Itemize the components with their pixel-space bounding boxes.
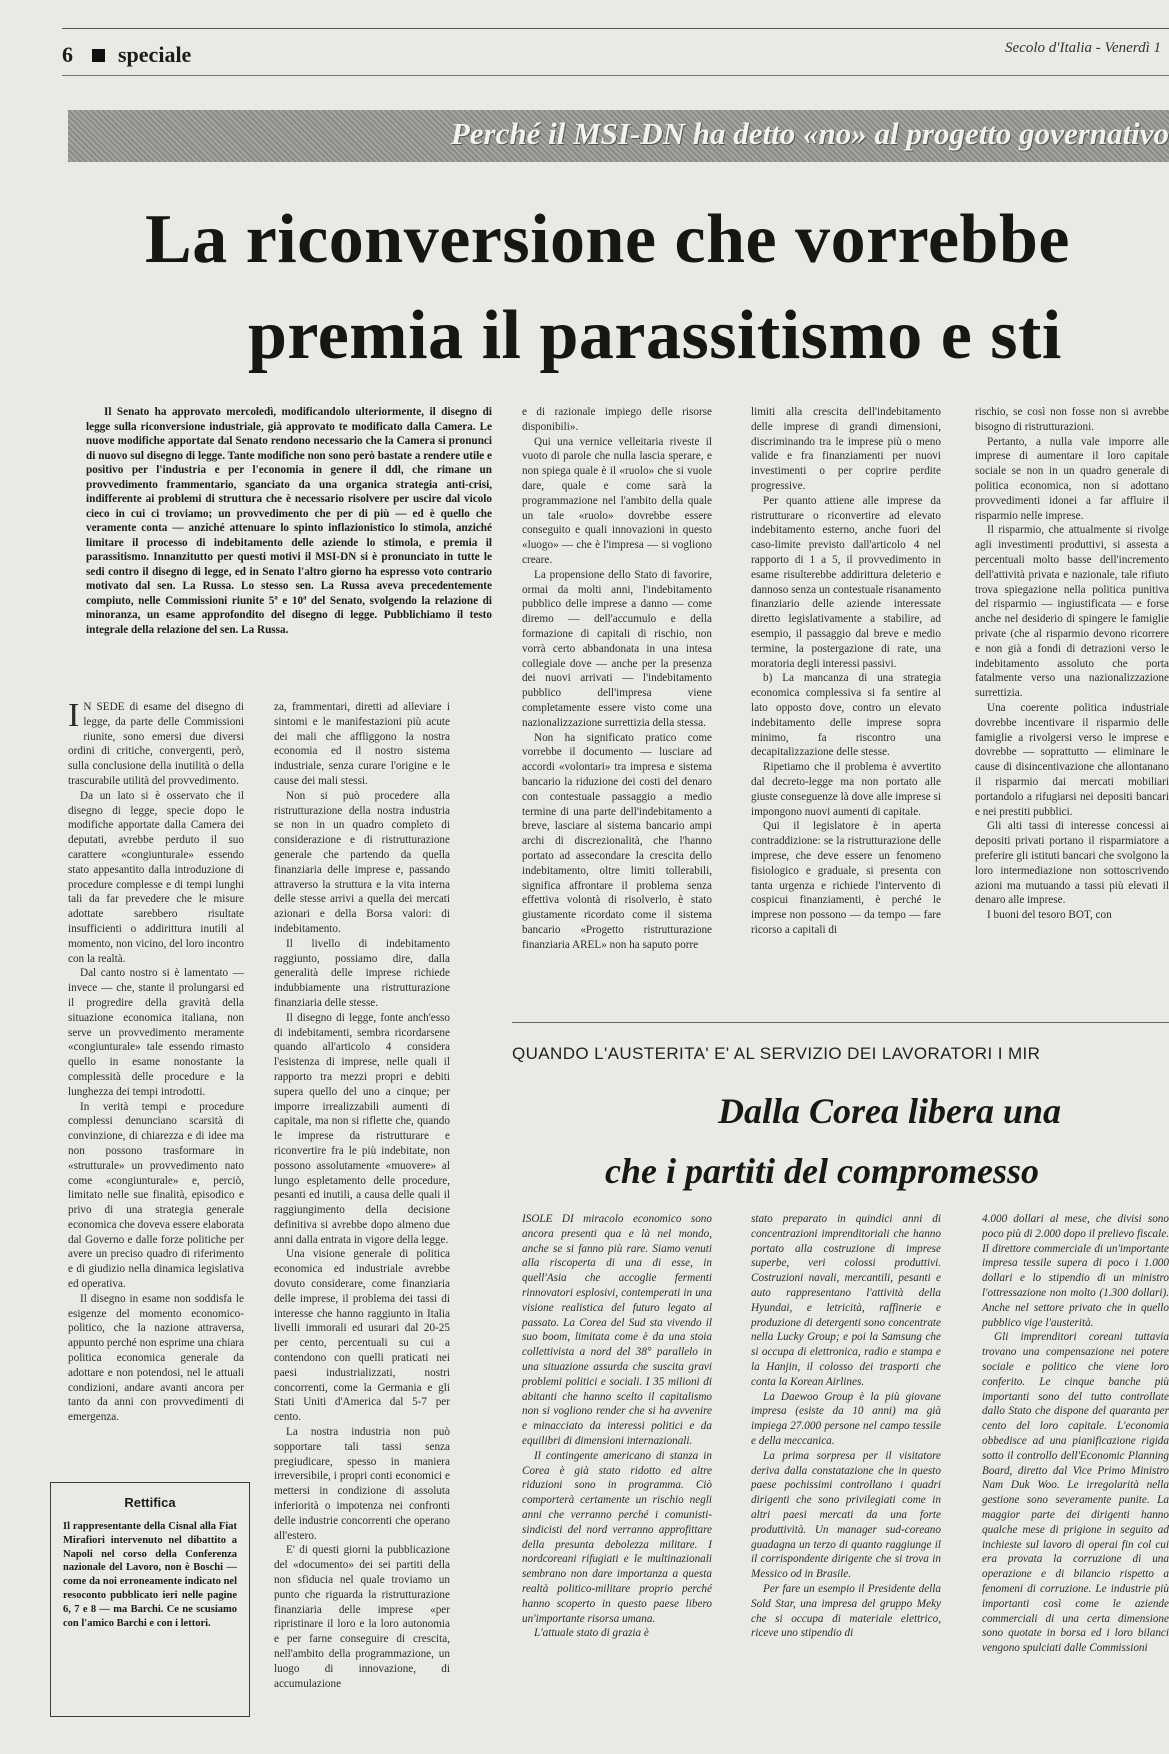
column-paragraph: ISOLE DI miracolo economico sono ancora presenti qua e là nel mondo, anche se si fanno più rare. Siamo venuti alla riscoperta di una di esse, in quell'Asia che accoglie fermenti rinnovatori esplosivi, contemperati in una visione realistica del futuro legato al passato. La Corea del Sud sta vivendo il suo boom, limitata come è da una stoia collettivista a nord del 38° parallelo in una situazione assurda che suscita gravi problemi politici e sociali. I 35 milioni di abitanti che hanno scelto il capitalismo non si vogliono render che si ha avvenire e minacciato da interessi politici e da equilibri di dimensioni internazionali. — [522, 1213, 712, 1447]
column-paragraph: Il livello di indebitamento raggiunto, possiamo dire, dalla generalità delle imprese richiede indubbiamente una ristrutturazione finanziaria delle stesse. — [274, 937, 450, 1009]
article-2-headline-line-2: che i partiti del compromesso — [605, 1151, 1039, 1191]
kicker-text: Perché il MSI-DN ha detto «no» al progetto governativo — [450, 116, 1169, 151]
column-paragraph: La prima sorpresa per il visitatore deriva dalla constatazione che in questo paese pochissimi controllano i quadri dirigenti che sono privilegiati come in altri paesi mercati da una forte produttività. Un manager sud-coreano guadagna un terzo di quanto raggiunge il il corrispondente dirigente che si trova in Messico od in Brasile. — [751, 1449, 941, 1581]
header-bottom-rule — [62, 75, 1169, 76]
column-paragraph: Non si può procedere alla ristrutturazione della nostra industria se non in un quadro completo di considerazione e di ristrutturazione generale che partendo da quella finanziaria delle imprese e, passando attraverso la struttura e la vita interna delle stesse arrivi a quella dei mercati azionari e della Borsa valori: di indebitamento. — [274, 789, 450, 935]
column-paragraph: La Daewoo Group è la più giovane impresa (esiste da 10 anni) ma già impiega 27.000 persone nel campo tessile e della meccanica. — [751, 1390, 941, 1447]
section-name: speciale — [118, 42, 192, 67]
page-number: 6 — [62, 42, 73, 67]
column-paragraph: Ripetiamo che il problema è avvertito dal decreto-legge ma non portato alle giuste conseguenze là dove alle imprese si impongono nuovi aumenti di capitale. — [751, 761, 941, 818]
column-paragraph: rischio, se così non fosse non si avrebbe bisogno di ristrutturazioni. — [975, 406, 1169, 433]
column-paragraph: Qui il legislatore è in aperta contraddizione: se la ristrutturazione delle imprese, che deve essere un fenomeno fisiologico e graduale, si presenta con tanta urgenza e richiede l'intervento di cospicui finanziamenti, è perché le imprese non possono — da tempo — fare ricorso a capitali di — [751, 820, 941, 936]
body-column-5 — [975, 405, 1169, 995]
article-2-column-3 — [982, 1212, 1169, 1754]
column-paragraph: In verità tempi e procedure complessi denunciano scarsità di convinzione, di chiarezza e di idee ma non possono trasformare in «strutturale» un provvedimento nato come «congiunturale» e, perciò, limitato nelle sue finalità, episodico e privo di una strategia generale economica che doveva essere elaborata dal Governo e dalle forze politiche per avere un preciso quadro di riferimento e di giudizio nella dinamica legislativa ed operativa. — [68, 1100, 244, 1291]
column-paragraph: Gli imprenditori coreani tuttavia trovano una compensazione nei potere sociale e politico che viene loro conferito. Le cinque banche più importanti sono del tutto controllate dallo Stato che dispone del quaranta per cento del loro capitale. L'economia obbedisce ad una pianificazione rigida sotto il controllo dell'Economic Planning Board, diretto dal Vice Primo Ministro Nam Duk Woo. Le irregolarità nella gestione sono severamente punite. La maggior parte dei dirigenti hanno qualche mese di prigione in seguito ad inchieste sul lavoro di operai fin col cui era provata la corruzione di una operazione e di bilancio rispetto a fenomeni di corruzione. Le industrie più importanti così come le aziende commerciali di una certa dimensione sono quotate in borsa ed i loro bilanci vengono spulciati dalle Commissioni — [982, 1331, 1169, 1655]
column-paragraph: Pertanto, a nulla vale imporre alle imprese di aumentare il loro capitale sociale se non in un quadro generale di politica economica, non si adottano provvedimenti idonei a far affluire il risparmio nelle imprese. — [975, 435, 1169, 522]
rettifica-body: Il rappresentante della Cisnal alla Fiat Mirafiori intervenuto nel dibattito a Napoli nel corso della Conferenza nazionale del Lavoro, non è Boschi — come da noi erroneamente indicato nel resoconto pubblicato ieri nelle pagine 6, 7 e 8 — ma Barchi. Ce ne scusiamo con l'amico Barchi e con i lettori. — [63, 1521, 237, 1629]
column-paragraph: Il risparmio, che attualmente si rivolge agli investimenti produttivi, si assesta a percentuali molto basse dell'incremento dell'attività privata e nazionale, tale rifiuto trova spiegazione nella politica punitiva del risparmio — ingiustificata — e forse anche nel desiderio di spingere le famiglie private (che al risparmio devono ricorrere e non già a fondi di detrazioni verso le indebitamento assoluto che porta fatalmente verso una nazionalizzazione surrettizia. — [975, 524, 1169, 700]
column-paragraph: Qui una vernice velleitaria riveste il vuoto di parole che nulla lascia sperare, e non spiega quale è il «ruolo» che si vuole dare, quale e come sarà la programmazione nel l'ambito della quale un tale «ruolo» dovrebbe essere conseguito e quali innovazioni in questo «luogo» — che è l'impresa — si vogliono creare. — [522, 435, 712, 566]
column-paragraph: stato preparato in quindici anni di concentrazioni imprenditoriali che hanno portato alla costruzione di imprese superbe, veri colossi produttivi. Costruzioni navali, mercantili, pesanti e auto rappresentano l'attività della Hyundai, e letricità, raffinerie e produzione di detergenti sono concentrate nella Lucky Group; e poi la Samsung che si occupa di elettronica, radio e stampa e la Hanjin, il colosso dei trasporti che conta la Korean Airlines. — [751, 1213, 941, 1388]
column-paragraph: I buoni del tesoro BOT, con — [987, 909, 1112, 922]
body-column-2 — [274, 700, 450, 1690]
masthead-date: Secolo d'Italia - Venerdì 1 — [1005, 40, 1161, 56]
article-2-column-2 — [751, 1212, 941, 1754]
column-paragraph: La propensione dello Stato di favorire, ormai da molti anni, l'indebitamento pubblico delle imprese a danno — come diremo — dell'accumulo e della formazione di capitali di rischio, non vorrà certo abbandonata in una intesa collegiale dove — anche per la presenza dei nuovi arrivati — l'indebitamento pubblico dell'impresa viene completamente essere visto come una nazionalizzazione surrettizia della stessa. — [522, 568, 712, 729]
article-2-column-1 — [522, 1212, 712, 1754]
column-paragraph: Il contingente americano di stanza in Corea è già stato ridotto ed altre riduzioni sono in programma. Ciò comporterà certamente un rischio negli anni che verranno perché i comunisti-sindicisti del nord verranno approfittare della presunta debolezza militare. I nordcoreani rifugiati e le multinazionali sembrano non dare importanza a questa realtà politico-militare proprio perché hanno scoperto in questo paese libero un'importante risorsa umana. — [522, 1449, 712, 1625]
body-column-4 — [751, 405, 941, 995]
column-paragraph: Il disegno in esame non soddisfa le esigenze del momento economico-politico, che la nazione attraversa, appunto perché non esprime una chiara politica economica generale da adottare e non potendosi, nel le attuali condizioni, andare avanti ancora per tanto da anni con provvedimenti di emergenza. — [68, 1292, 244, 1424]
article-intro: Il Senato ha approvato mercoledì, modificandolo ulteriormente, il disegno di legge sulla riconversione industriale, già approvato te modificato dalla Camera. Le nuove modifiche apportate dal Senato rendono necessario che la Camera si pronunci di nuovo sul disegno di legge. Tante modifiche non sono però bastate a rendere utile e positivo per l'industria e per l'economia in genere il ddl, che rimane un provvedimento frammentario, sganciato da una organica strategia anti-crisi, indifferente ai problemi di struttura che è necessario risolvere per uscire dal vicolo cieco in cui ci troviamo; un provvedimento che per di più — ed è quello che veramente conta — anziché attenuare lo spinto inflazionistico lo stimola, anziché limitare il processo di indebitamento delle aziende lo stimola, e premia il parassitismo. Innanzitutto per questi motivi il MSI-DN si è pronunciato in tutte le sedi contro il disegno di legge, ed in Senato l'altro giorno ha espresso voto contrario motivato dal sen. La Russa. Lo stesso sen. La Russa aveva precedentemente compiuto, nelle Commissioni riunite 5ª e 10ª del Senato, svolgendo la relazione di minoranza, un esame approfondito del disegno di legge. Pubblichiamo il testo integrale della relazione del sen. La Russa. — [86, 406, 492, 636]
kicker-band — [68, 110, 1169, 162]
column-paragraph: limiti alla crescita dell'indebitamento delle imprese di grandi dimensioni, discriminando tra le imprese più o meno valide e fra finanziamenti per nuovi investimenti o per coprire perdite progressive. — [751, 406, 941, 492]
column-paragraph: b) La mancanza di una strategia economica complessiva si fa sentire al lato opposto dove, contro un elevato indebitamento delle imprese sopra minimo, fa riscontro una decapitalizzazione delle stesse. — [751, 672, 941, 759]
column-paragraph: Non ha significato pratico come vorrebbe il documento — lusciare ad accordi «volontari» tra impresa e sistema bancario la riduzione dei costi del denaro con contestuale passaggio a medio termine di una parte dell'indebitamento a breve, lasciare al sistema bancario ampi archi di discrezionalità, che l'hanno portato ad assecondare la crescita dello indebitamento, oltre limiti tollerabili, significa affrontare il problema senza effettiva volontà di risolverlo, è stato giustamente ricordato come il sistema bancario «Progetto ristrutturazione finanziaria AREL» non ha saputo porre — [522, 731, 712, 951]
square-bullet-icon — [92, 49, 105, 62]
column-paragraph: Per fare un esempio il Presidente della Sold Star, una impresa del gruppo Meky che si occupa di materiale elettrico, riceve uno stipendio di — [751, 1582, 941, 1640]
column-paragraph: Il disegno di legge, fonte anch'esso di indebitamenti, sembra ricordarsene quando all'articolo 4 considera l'esistenza di imprese, nelle quali il rapporto tra mezzi propri e debiti supera quello del uno a cinque; per imporre irrealizzabili aumenti di capitale, ma non si riflette che, quando le imprese da ristrutturare e riconvertire fra le più indebitate, non possono assolutamente «muovere» al lungo espletamento delle procedure, pesanti ed inutili, a causa delle quali il raggiungimento della decisione definitiva si avrebbe dopo almeno due anni dalla entrata in vigore della legge. — [274, 1011, 450, 1246]
column-paragraph: Una coerente politica industriale dovrebbe incentivare il risparmio delle famiglie a rivolgersi verso le imprese e dovrebbe — soprattutto — eliminare le cause di disincentivazione che allontanano il risparmio dai mercati mobiliari portandolo a rifugiarsi nei depositi bancari e nei prestiti pubblici. — [975, 701, 1169, 818]
article-2-kicker: QUANDO L'AUSTERITA' E' AL SERVIZIO DEI LAVORATORI I MIR — [512, 1044, 1041, 1063]
column-paragraph: 4.000 dollari al mese, che divisi sono poco più di 2.000 dopo il prelievo fiscale. Il direttore commerciale di un'importante impresa tessile supera di poco i 1.000 dollari e lo stipendio di un ministro l'ottressazione non molto (1.300 dollari). Anche nel settore privato che in quello pubblico vige l'austerità. — [982, 1213, 1169, 1329]
column-paragraph: I N SEDE di esame del disegno di legge, da parte delle Commissioni riunite, sono emersi due diversi ordini di critiche, convergenti, però, sulla conclusione della inutilità o della trascurabile utilità del provvedimento. — [68, 697, 245, 787]
headline-line-2: premia il parassitismo e sti — [248, 297, 1062, 374]
body-column-3 — [522, 405, 712, 995]
rettifica-box — [50, 1482, 250, 1717]
rettifica-title: Rettifica — [124, 1495, 176, 1510]
column-paragraph: L'attuale stato di grazia è — [534, 1627, 649, 1640]
column-paragraph: za, frammentari, diretti ad alleviare i sintomi e le manifestazioni più acute dei mali che affliggono la nostra economia ed il nostro sistema industriale, senza curare l'origine e le cause dei mali stessi. — [274, 701, 450, 787]
body-column-1 — [68, 697, 245, 1480]
column-paragraph: E' di questi giorni la pubblicazione del «documento» dei sei partiti della non sfiducia nel quale troviamo un punto che riguarda la ristrutturazione finanziaria delle imprese «per ripristinare il loro e la loro autonomia e per farne conseguire di crescita, nell'ambito della programmazione, un luogo di innovazione, di accumulazione — [274, 1544, 450, 1690]
column-paragraph: Dal canto nostro si è lamentato — invece — che, stante il prolungarsi ed il progredire della gravità della situazione economica italiana, non serve un provvedimento meramente «congiunturale» tale essendo rimasto quello in esame nonostante la complessità delle procedure e la lunghezza dei tempi introdotti. — [68, 967, 244, 1098]
headline-line-1: La riconversione che vorrebbe — [145, 201, 1070, 278]
column-paragraph: Una visione generale di politica economica ed industriale avrebbe dovuto considerare, come finanziaria delle imprese, il problema dei tassi di interesse che hanno raggiunto in Italia livelli immorali ed usurari dal 20-25 per cento, percentuali su cui a contendono con quelli praticati nei paesi industrializzati, nostri concorrenti, come la Germania e gli Stati Uniti d'America dal 5-7 per cento. — [274, 1248, 450, 1424]
lead-in: N SEDE — [83, 701, 125, 713]
header-top-rule — [62, 28, 1169, 29]
drop-cap: I — [68, 697, 80, 734]
column-paragraph: Per quanto attiene alle imprese da ristrutturare o riconvertire ad elevato indebitamento esterno, anche fuori del caso-limite previsto dall'articolo 4 nel rapporto di 1 a 5, il provvedimento in esame risulterebbe addirittura deleterio e dannoso senza un contestuale risanamento finanziario delle aziende interessate diretto legislativamente a stabilire, ad esempio, il passaggio dal breve e medio termine, la postergazione di rate, una moratoria degli interessi passivi. — [751, 494, 941, 670]
column-paragraph: La nostra industria non può sopportare tali tassi senza pregiudicare, spesso in maniera irreversibile, i propri conti economici e mettersi in condizione di assoluta inferiorità o impotenza nei confronti delle industrie concorrenti che operano all'estero. — [274, 1426, 450, 1542]
column-paragraph: Gli alti tassi di interesse concessi ai depositi privati portano il risparmiatore a preferire gli istituti bancari che svolgono la loro intermediazione non sottoscrivendo azioni ma mutuando a tassi più elevati il denaro alle imprese. — [975, 820, 1169, 907]
column-paragraph: e di razionale impiego delle risorse disponibili». — [522, 406, 712, 433]
article-2-rule — [512, 1022, 1169, 1023]
column-paragraph: Da un lato si è osservato che il disegno di legge, specie dopo le modifiche apportate dalla Camera dei deputati, avrebbe perduto il suo carattere «congiunturale» essendo stato appesantito dalla introduzione di procedure complesse e di tempi lunghi tali da far prevedere che le misure adottate sarebbero risultate insufficienti o addirittura inutili al momento, non vicino, del loro incontro con la realtà. — [68, 789, 244, 965]
article-2-headline-line-1: Dalla Corea libera una — [718, 1091, 1062, 1131]
